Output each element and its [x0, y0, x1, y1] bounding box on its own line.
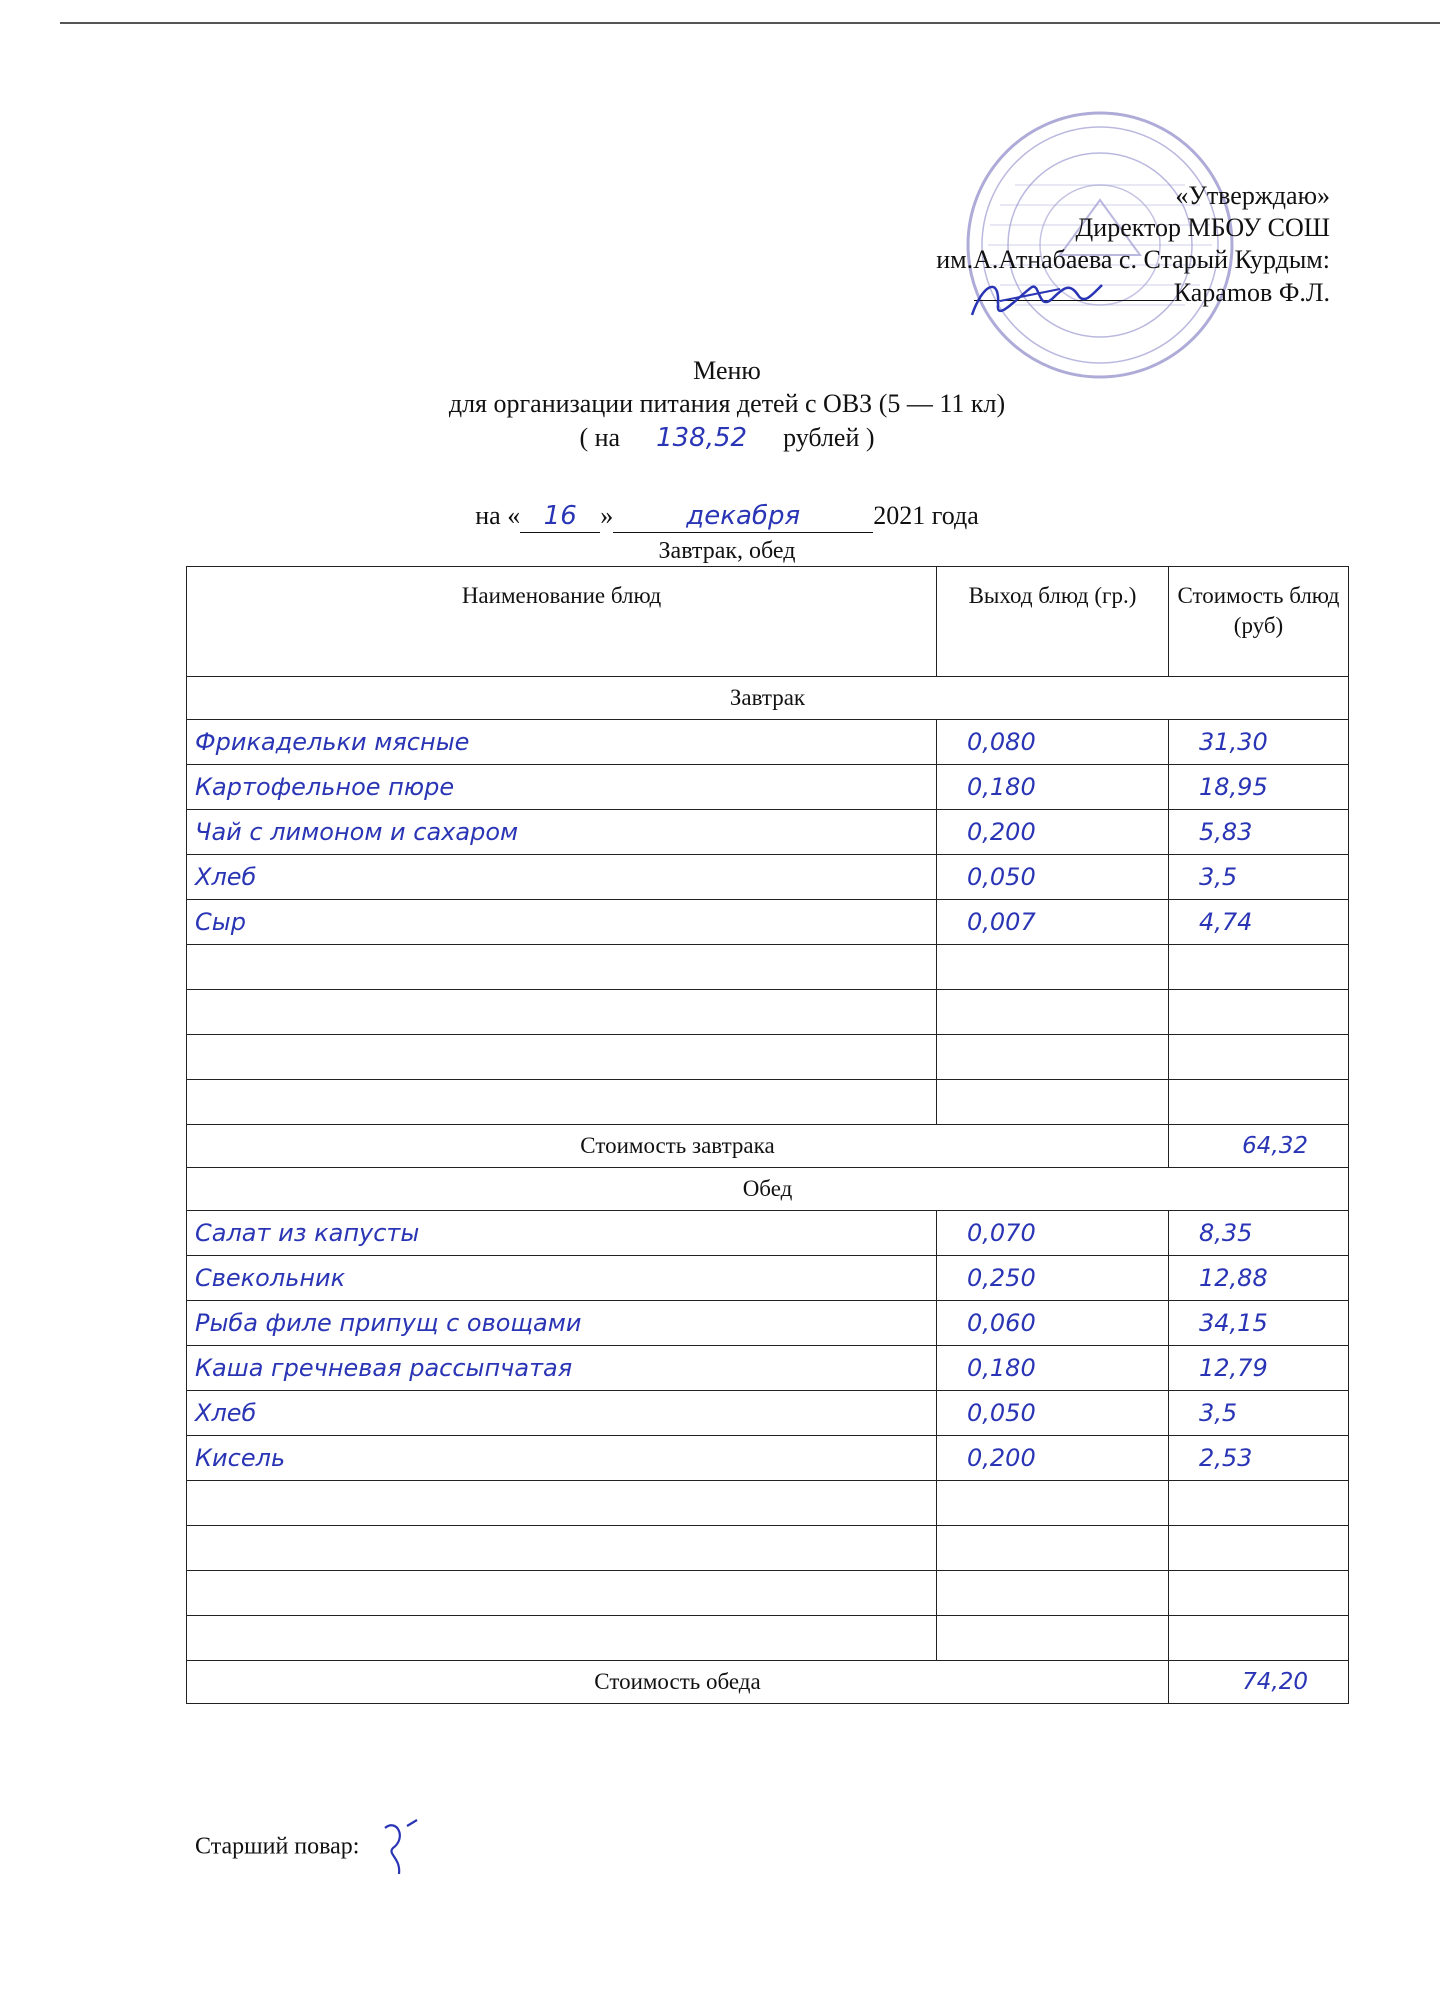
meal-subtitle: Завтрак, обед — [658, 538, 796, 564]
dish-weight: 0,050 — [967, 863, 1036, 891]
dish-cost: 5,83 — [1199, 818, 1253, 846]
table-row — [187, 1035, 1349, 1080]
table-row — [187, 990, 1349, 1035]
lunch-total-value: 74,20 — [1242, 1669, 1308, 1695]
table-row — [187, 855, 1349, 900]
table-row — [187, 1436, 1349, 1481]
table-row — [187, 1256, 1349, 1301]
menu-table — [186, 566, 1349, 1704]
amount-value: 138,52 — [656, 423, 748, 453]
table-row — [187, 1080, 1349, 1125]
lunch-section-row — [187, 1168, 1349, 1211]
dish-weight: 0,200 — [967, 1444, 1036, 1472]
dish-name: Фрикадельки мясные — [195, 728, 470, 756]
date-prefix: на « — [475, 501, 521, 530]
dish-name: Хлеб — [195, 863, 257, 891]
dish-name: Кисель — [195, 1444, 286, 1472]
breakfast-total-row — [187, 1125, 1349, 1168]
dish-name: Хлеб — [195, 1399, 257, 1427]
table-row — [187, 1301, 1349, 1346]
menu-title: Меню — [693, 356, 761, 385]
dish-cost: 34,15 — [1199, 1309, 1268, 1337]
menu-amount-line — [0, 422, 1454, 454]
breakfast-total-label: Стоимость завтрака — [187, 1125, 1169, 1168]
scan-edge-line — [60, 22, 1440, 24]
dish-cost: 12,79 — [1199, 1354, 1268, 1382]
lunch-total-label: Стоимость обеда — [187, 1661, 1169, 1704]
dish-name: Сыр — [195, 908, 246, 936]
menu-date-line — [0, 500, 1454, 533]
header-cost: Стоимость блюд (руб) — [1169, 567, 1349, 677]
header-weight: Выход блюд (гр.) — [937, 567, 1169, 677]
dish-cost: 2,53 — [1199, 1444, 1253, 1472]
date-day: 16 — [520, 500, 600, 533]
table-row — [187, 765, 1349, 810]
dish-cost: 31,30 — [1199, 728, 1268, 756]
dish-weight: 0,180 — [967, 1354, 1036, 1382]
cook-signature — [377, 1818, 437, 1878]
table-row — [187, 1571, 1349, 1616]
dish-name: Рыба филе припущ с овощами — [195, 1309, 582, 1337]
table-row — [187, 1346, 1349, 1391]
date-mid: » — [600, 501, 614, 530]
dish-weight: 0,200 — [967, 818, 1036, 846]
dish-weight: 0,180 — [967, 773, 1036, 801]
lunch-section-title: Обед — [187, 1168, 1349, 1211]
breakfast-total-value: 64,32 — [1242, 1133, 1308, 1159]
dish-weight: 0,060 — [967, 1309, 1036, 1337]
director-position: Директор МБОУ СОШ — [1075, 213, 1330, 242]
dish-weight: 0,050 — [967, 1399, 1036, 1427]
table-row — [187, 1391, 1349, 1436]
table-row — [187, 1211, 1349, 1256]
dish-cost: 3,5 — [1199, 1399, 1238, 1427]
cook-block — [195, 1818, 437, 1878]
dish-cost: 4,74 — [1199, 908, 1253, 936]
director-name: Караmов Ф.Л. — [1173, 278, 1330, 307]
dish-cost: 18,95 — [1199, 773, 1268, 801]
dish-weight: 0,007 — [967, 908, 1036, 936]
date-year: 2021 года — [873, 501, 979, 530]
dish-cost: 3,5 — [1199, 863, 1238, 891]
dish-name: Салат из капусты — [195, 1219, 420, 1247]
table-row — [187, 1616, 1349, 1661]
breakfast-section-row — [187, 677, 1349, 720]
dish-cost: 8,35 — [1199, 1219, 1253, 1247]
lunch-total-row — [187, 1661, 1349, 1704]
date-month: декабря — [613, 500, 873, 533]
table-row — [187, 945, 1349, 990]
dish-name: Каша гречневая рассыпчатая — [195, 1354, 573, 1382]
table-body — [187, 677, 1349, 1704]
dish-name: Свекольник — [195, 1264, 346, 1292]
cook-label: Старший повар: — [195, 1833, 360, 1860]
dish-name: Картофельное пюре — [195, 773, 455, 801]
table-row — [187, 1481, 1349, 1526]
header-dish-name: Наименование блюд — [187, 567, 937, 677]
school-name: им.А.Атнабаева с. Старый Курдым: — [936, 245, 1330, 274]
breakfast-section-title: Завтрак — [187, 677, 1349, 720]
table-row — [187, 810, 1349, 855]
dish-weight: 0,080 — [967, 728, 1036, 756]
table-header-row — [187, 567, 1349, 677]
approve-word: «Утверждаю» — [1175, 181, 1330, 210]
amount-suffix: рублей ) — [783, 423, 875, 452]
director-signature — [960, 265, 1110, 335]
dish-weight: 0,070 — [967, 1219, 1036, 1247]
dish-weight: 0,250 — [967, 1264, 1036, 1292]
table-row — [187, 1526, 1349, 1571]
table-row — [187, 720, 1349, 765]
amount-prefix: ( на — [579, 423, 621, 452]
dish-cost: 12,88 — [1199, 1264, 1268, 1292]
dish-name: Чай с лимоном и сахаром — [195, 818, 519, 846]
menu-subtitle: для организации питания детей с ОВЗ (5 — 11 кл) — [448, 389, 1006, 418]
table-row — [187, 900, 1349, 945]
